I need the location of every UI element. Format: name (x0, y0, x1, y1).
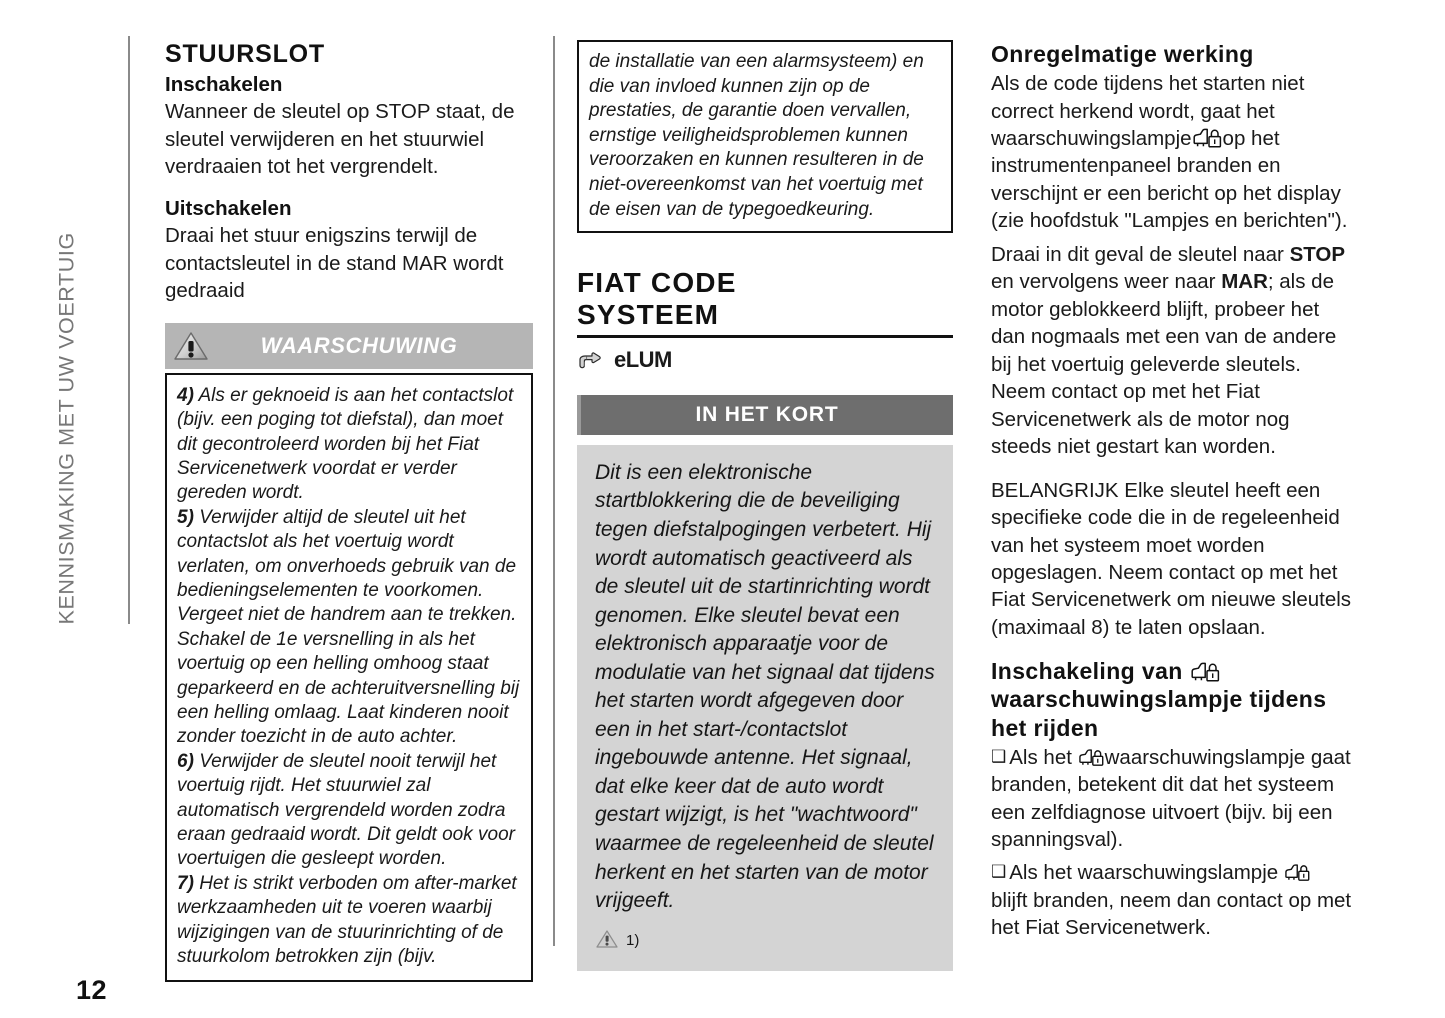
fiat-code-logo (577, 347, 953, 373)
warning-item-text: Het is strikt verboden om after-market werkzaamheden uit te voeren waarbij wijzigingen van de stuurinrichting of de stuurkolom betrokken zijn (bijv. (177, 872, 517, 968)
chapter-tab-label: KENNISMAKING MET UW VOERTUIG (54, 231, 79, 624)
heading2-part-b: waarschuwingslampje tijdens het rijden (991, 686, 1327, 741)
subheading-inschakelen: Inschakelen (165, 72, 283, 96)
heading-inschakeling-waarschuwingslampje (991, 657, 1353, 741)
in-het-kort-text: Dit is een elektronische startblokkering die de beveiliging tegen diefstalpogingen verbetert. Hij wordt automatisch geactiveerd als de sleutel uit de startinrichting wordt genomen. Elke sleutel bevat een elektronisch apparaatje voor de modulatie van het signaal dat tijdens het starten wordt afgegeven door een in het start-/contactslot ingebouwde antenne. Het signaal, dat elke keer dat de auto wordt gestart wijzigt, is het "wachtwoord" waarmee de regeleenheid de sleutel herkent en het starten van de motor vrijgeeft. (595, 460, 935, 913)
chapter-tab-rule (128, 36, 130, 624)
warning-item (177, 750, 521, 872)
bullet2-part-a: Als het waarschuwingslampje (1009, 861, 1279, 885)
fiat-code-title-line2: SYSTEEM (577, 298, 720, 330)
car-lock-warning-lamp-icon (1190, 661, 1221, 684)
column-divider (553, 36, 555, 946)
page-number: 12 (76, 975, 108, 1005)
p2-part-b: en vervolgens weer naar (991, 270, 1216, 294)
warning-item-number: 7) (177, 872, 194, 894)
paragraph-text-part1: Als de code tijdens het starten niet correct herkend wordt, gaat het waarschuwingslampje (991, 72, 1305, 150)
fiat-code-title-line1: FIAT CODE (577, 267, 737, 299)
p2-part-c: ; als de motor geblokkeerd blijft, probeer het dan nogmaals met een van de andere bij het voertuig geleverde sleutels. Neem contact op met het Fiat Servicenetwerk als de motor nog steeds niet gestart kan worden. (991, 270, 1337, 459)
warning-item-text: Als er geknoeid is aan het contactslot (bijv. een poging tot diefstal), dan moet dit gecontroleerd worden bij het Fiat Servicenetwerk voordat er verder gereden wordt. (177, 384, 514, 504)
square-bullet-icon: ❑ (991, 746, 1007, 766)
paragraph-text-part2: op het instrumentenpaneel branden en verschijnt er een bericht op het display (zie hoofdstuk "Lampjes en berichten"). (991, 126, 1348, 233)
warning-item (177, 506, 521, 750)
warning-triangle-small-icon (595, 928, 619, 955)
right-column (991, 40, 1353, 958)
car-lock-warning-lamp-icon (1192, 127, 1223, 150)
warning-item (177, 872, 521, 970)
in-het-kort-header (577, 395, 953, 435)
paragraph-stop-mar (991, 241, 1353, 461)
title-rule (577, 335, 953, 338)
bullet1-part-a: Als het (1009, 745, 1072, 769)
elum-logo-text: eLUM (614, 346, 672, 372)
chapter-tab (54, 36, 130, 624)
page-title: STUURSLOT (165, 40, 325, 68)
continued-warning-box (577, 40, 953, 233)
footnote-ref: 1) (626, 932, 640, 950)
warning-header-title: WAARSCHUWING (260, 332, 458, 358)
bullet-zelfdiagnose (991, 744, 1353, 854)
key-position-mar: MAR (1221, 270, 1268, 294)
bullet-blijft-branden (991, 859, 1353, 941)
in-het-kort-title: IN HET KORT (695, 402, 839, 426)
warning-body (165, 373, 533, 982)
bullet1-part-b: waarschuwingslampje gaat branden, betekent dit dat het systeem een zelfdiagnose uitvoert (bijv. bij een spanningsval). (991, 745, 1351, 851)
bullet2-part-b: blijft branden, neem dan contact op met het Fiat Servicenetwerk. (991, 888, 1352, 940)
p2-part-a: Draai in dit geval de sleutel naar (991, 242, 1284, 266)
in-het-kort-footnote (595, 928, 935, 955)
in-het-kort-body (577, 445, 953, 971)
paragraph-code-niet-herkend (991, 70, 1353, 235)
middle-column (577, 40, 953, 971)
car-lock-warning-lamp-icon (1078, 748, 1105, 768)
paragraph-inschakelen: Wanneer de sleutel op STOP staat, de sleutel verwijderen en het stuurwiel verdraaien tot het vergrendelt. (165, 100, 515, 179)
warning-item-number: 6) (177, 750, 194, 772)
heading-onregelmatige-werking: Onregelmatige werking (991, 41, 1254, 67)
warning-header (165, 323, 533, 369)
paragraph-belangrijk: BELANGRIJK Elke sleutel heeft een specifieke code die in de regeleenheid van het systeem moet worden opgeslagen. Neem contact op met het Fiat Servicenetwerk om nieuwe sleutels (maximaal 8) te laten opslaan. (991, 478, 1352, 639)
warning-item (177, 384, 521, 506)
subheading-uitschakelen: Uitschakelen (165, 196, 292, 220)
paragraph-uitschakelen: Draai het stuur enigszins terwijl de contactsleutel in de stand MAR wordt gedraaid (165, 224, 504, 303)
pointing-hand-icon (577, 348, 611, 372)
key-position-stop: STOP (1289, 242, 1346, 266)
warning-triangle-icon (173, 330, 209, 362)
left-column (165, 40, 533, 982)
square-bullet-icon: ❑ (991, 862, 1007, 882)
warning-item-number: 5) (177, 506, 194, 528)
warning-item-text: Verwijder altijd de sleutel uit het contactslot als het voertuig wordt verlaten, om onverhoeds gebruik van de bedieningselementen te voorkomen. Vergeet niet de handrem aan te trekken. Schakel de 1e versnelling in als het voertuig op een helling omhoog staat geparkeerd en de achteruitversnelling bij een helling omlaag. Laat kinderen nooit zonder toezicht in de auto achter. (177, 506, 520, 748)
warning-item-number: 4) (177, 384, 194, 406)
car-lock-warning-lamp-icon (1284, 863, 1311, 883)
heading2-part-a: Inschakeling van (991, 658, 1183, 685)
continued-warning-text: de installatie van een alarmsysteem) en die van invloed kunnen zijn op de prestaties, de garantie doen vervallen, ernstige veiligheidsproblemen kunnen veroorzaken en kunnen resulteren in de niet-overeenkomst van het voertuig met de eisen van de typegoedkeuring. (589, 51, 924, 220)
warning-item-text: Verwijder de sleutel nooit terwijl het voertuig rijdt. Het stuurwiel zal automatisch vergrendeld worden zodra eraan gedraaid wordt. Dit geldt ook voor voertuigen die gesleept worden. (177, 750, 515, 870)
